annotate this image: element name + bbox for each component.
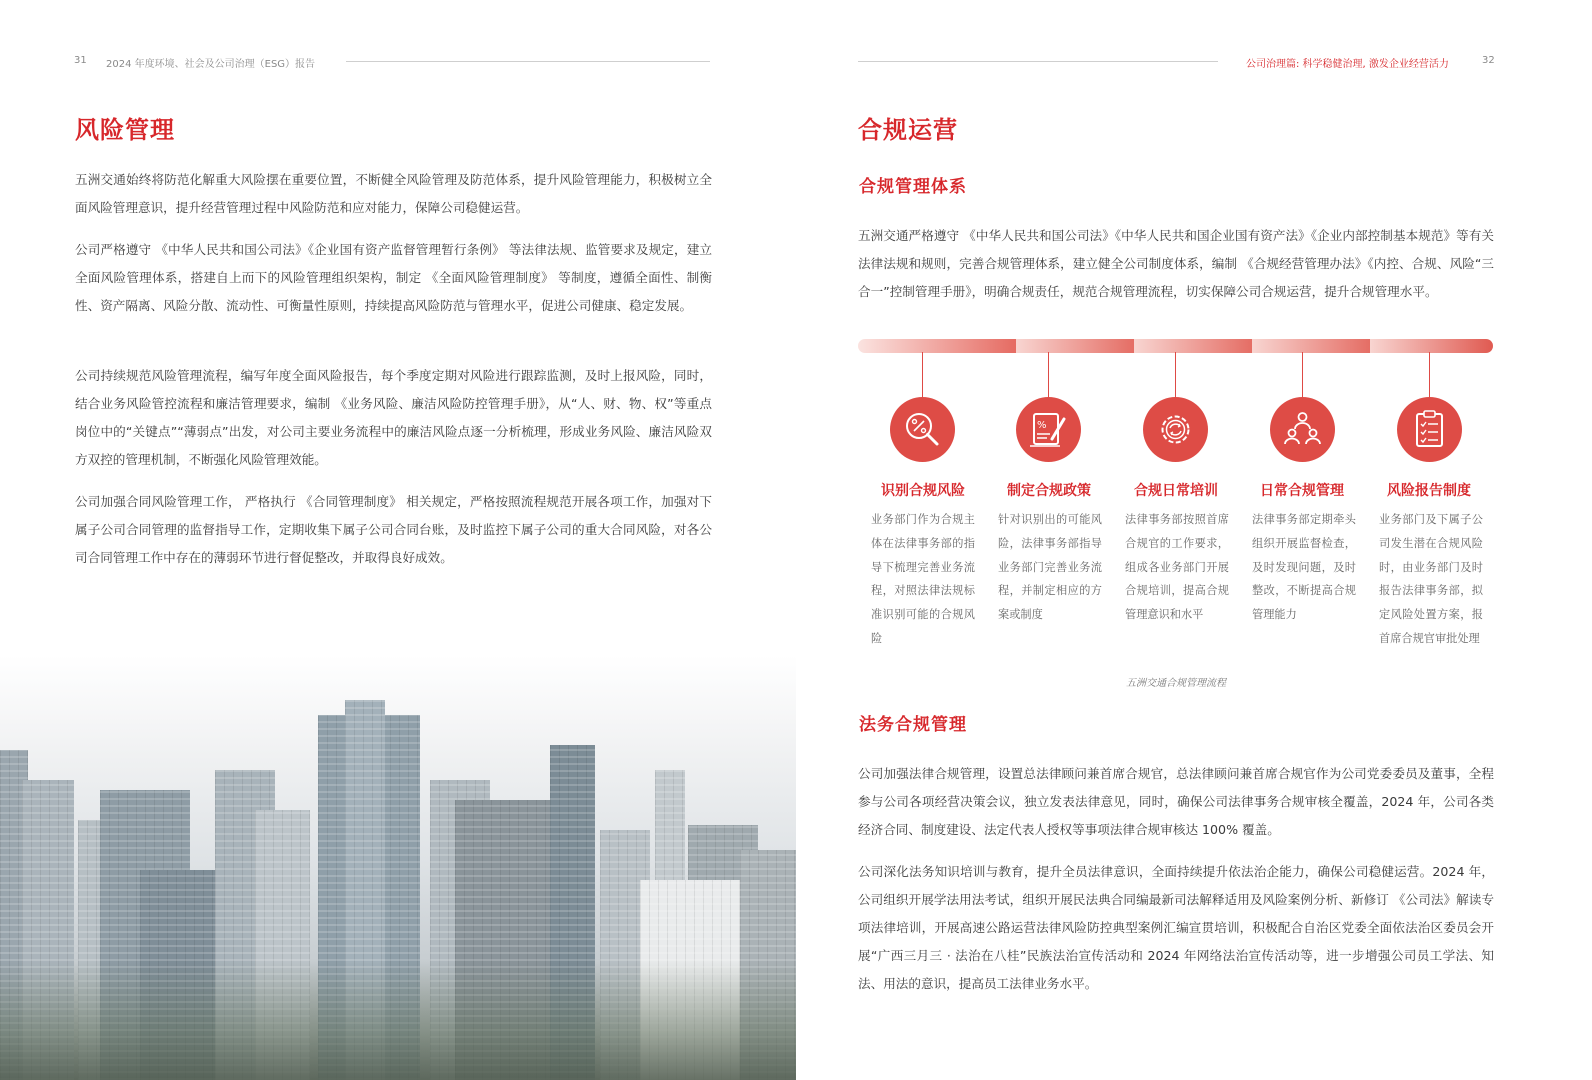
right-page <box>796 0 1592 1080</box>
svg-text:%: % <box>1037 420 1047 431</box>
step-description: 业务部门及下属子公司发生潜在合规风险时，由业务部门及时报告法律事务部，拟定风险处置方案，报首席合规官审批处理 <box>1379 513 1483 645</box>
process-timeline-bar <box>858 339 1493 353</box>
step-title: 识别合规风险 <box>881 483 965 499</box>
subheading-legal-compliance: 法务合规管理 <box>859 715 967 735</box>
report-title: 2024 年度环境、社会及公司治理（ESG）报告 <box>106 59 316 70</box>
legal-paragraph-1: 公司加强法律合规管理，设置总法律顾问兼首席合规官，总法律顾问兼首席合规官作为公司党委委员及董事，全程参与公司各项经营决策会议，独立发表法律意见，同时，确保公司法律事务合规审核全覆盖，2024 年，公司各类经济合同、制度建设、法定代表人授权等事项法律合规审核达 100% 覆盖。 <box>858 766 1494 837</box>
clipboard-checklist-icon <box>1397 397 1462 462</box>
diagram-caption: 五洲交通合规管理流程 <box>1126 678 1226 689</box>
section-heading-risk: 风险管理 <box>75 116 175 144</box>
page-number-right: 32 <box>1482 55 1495 66</box>
percent-magnifier-icon <box>890 397 955 462</box>
section-title: 公司治理篇: 科学稳健治理, 激发企业经营活力 <box>1246 59 1449 70</box>
connector-line <box>1302 352 1303 397</box>
compliance-intro-paragraph: 五洲交通严格遵守 《中华人民共和国公司法》《中华人民共和国企业国有资产法》《企业内部控制基本规范》等有关法律法规和规则，完善合规管理体系，建立健全公司制度体系，编制 《合规经营管理办法》《内控、合规、风险“三合一”控制管理手册》，明确合规责任，规范合规管理流程，切实保障公司合规运营，提升合规管理水平。 <box>858 228 1494 299</box>
city-skyline-photo <box>0 655 796 1080</box>
connector-line <box>1429 352 1430 397</box>
step-description: 针对识别出的可能风险，法律事务部指导业务部门完善业务流程，并制定相应的方案或制度 <box>998 513 1102 622</box>
connector-line <box>1048 352 1049 397</box>
step-title: 制定合规政策 <box>1007 483 1091 499</box>
step-description: 法律事务部按照首席合规官的工作要求，组成各业务部门开展合规培训，提高合规管理意识和水平 <box>1125 513 1229 622</box>
step-title: 合规日常培训 <box>1134 483 1218 499</box>
step-title: 日常合规管理 <box>1260 483 1344 499</box>
step-title: 风险报告制度 <box>1387 483 1471 499</box>
policy-document-pen-icon <box>1016 397 1081 462</box>
step-description: 业务部门作为合规主体在法律事务部的指导下梳理完善业务流程，对照法律法规标准识别可能的合规风险 <box>871 513 975 645</box>
team-people-icon <box>1270 397 1335 462</box>
risk-paragraph-3: 公司持续规范风险管理流程，编写年度全面风险报告，每个季度定期对风险进行跟踪监测，及时上报风险，同时，结合业务风险管控流程和廉洁管理要求，编制 《业务风险、廉洁风险防控管理手册》，从“人、财、物、权”等重点岗位中的“关键点”“薄弱点”出发，对公司主要业务流程中的廉洁风险点逐一分析梳理，形成业务风险、廉洁风险双方双控的管理机制，不断强化风险管理效能。 <box>75 368 712 467</box>
step-description: 法律事务部定期牵头组织开展监督检查，及时发现问题，及时整改，不断提高合规管理能力 <box>1252 513 1356 622</box>
page-number-left: 31 <box>74 55 87 66</box>
section-heading-compliance: 合规运营 <box>858 116 958 144</box>
legal-paragraph-2: 公司深化法务知识培训与教育，提升全员法律意识，全面持续提升依法治企能力，确保公司稳健运营。2024 年，公司组织开展学法用法考试，组织开展民法典合同编最新司法解释适用及风险案例分析、新修订 《公司法》解读专项法律培训，开展高速公路运营法律风险防控典型案例汇编宣贯培训，积极配合自治区党委全面依法治区委员会开展“广西三月三 · 法治在八桂”民族法治宣传活动和 2024 年网络法治宣传活动等，进一步增强公司员工学法、知法、用法的意识，提高员工法律业务水平。 <box>858 864 1494 991</box>
risk-paragraph-1: 五洲交通始终将防范化解重大风险摆在重要位置，不断健全风险管理及防范体系，提升风险管理能力，积极树立全面风险管理意识，提升经营管理过程中风险防范和应对能力，保障公司稳健运营。 <box>75 172 712 215</box>
risk-paragraph-4: 公司加强合同风险管理工作， 严格执行 《合同管理制度》 相关规定，严格按照流程规范开展各项工作，加强对下属子公司合同管理的监督指导工作，定期收集下属子公司合同台账，及时监控下属子公司的重大合同风险，对各公司合同管理工作中存在的薄弱环节进行督促整改，并取得良好成效。 <box>75 494 712 565</box>
connector-line <box>922 352 923 397</box>
header-divider-left <box>346 61 710 62</box>
connector-line <box>1175 352 1176 397</box>
gear-cycle-icon <box>1143 397 1208 462</box>
header-divider-right <box>858 61 1218 62</box>
risk-paragraph-2: 公司严格遵守 《中华人民共和国公司法》《企业国有资产监督管理暂行条例》 等法律法规、监管要求及规定，建立全面风险管理体系，搭建自上而下的风险管理组织架构，制定 《全面风险管理制度》 等制度，遵循全面性、制衡性、资产隔离、风险分散、流动性、可衡量性原则，持续提高风险防范与管理水平，促进公司健康、稳定发展。 <box>75 242 712 313</box>
subheading-compliance-system: 合规管理体系 <box>859 177 967 197</box>
